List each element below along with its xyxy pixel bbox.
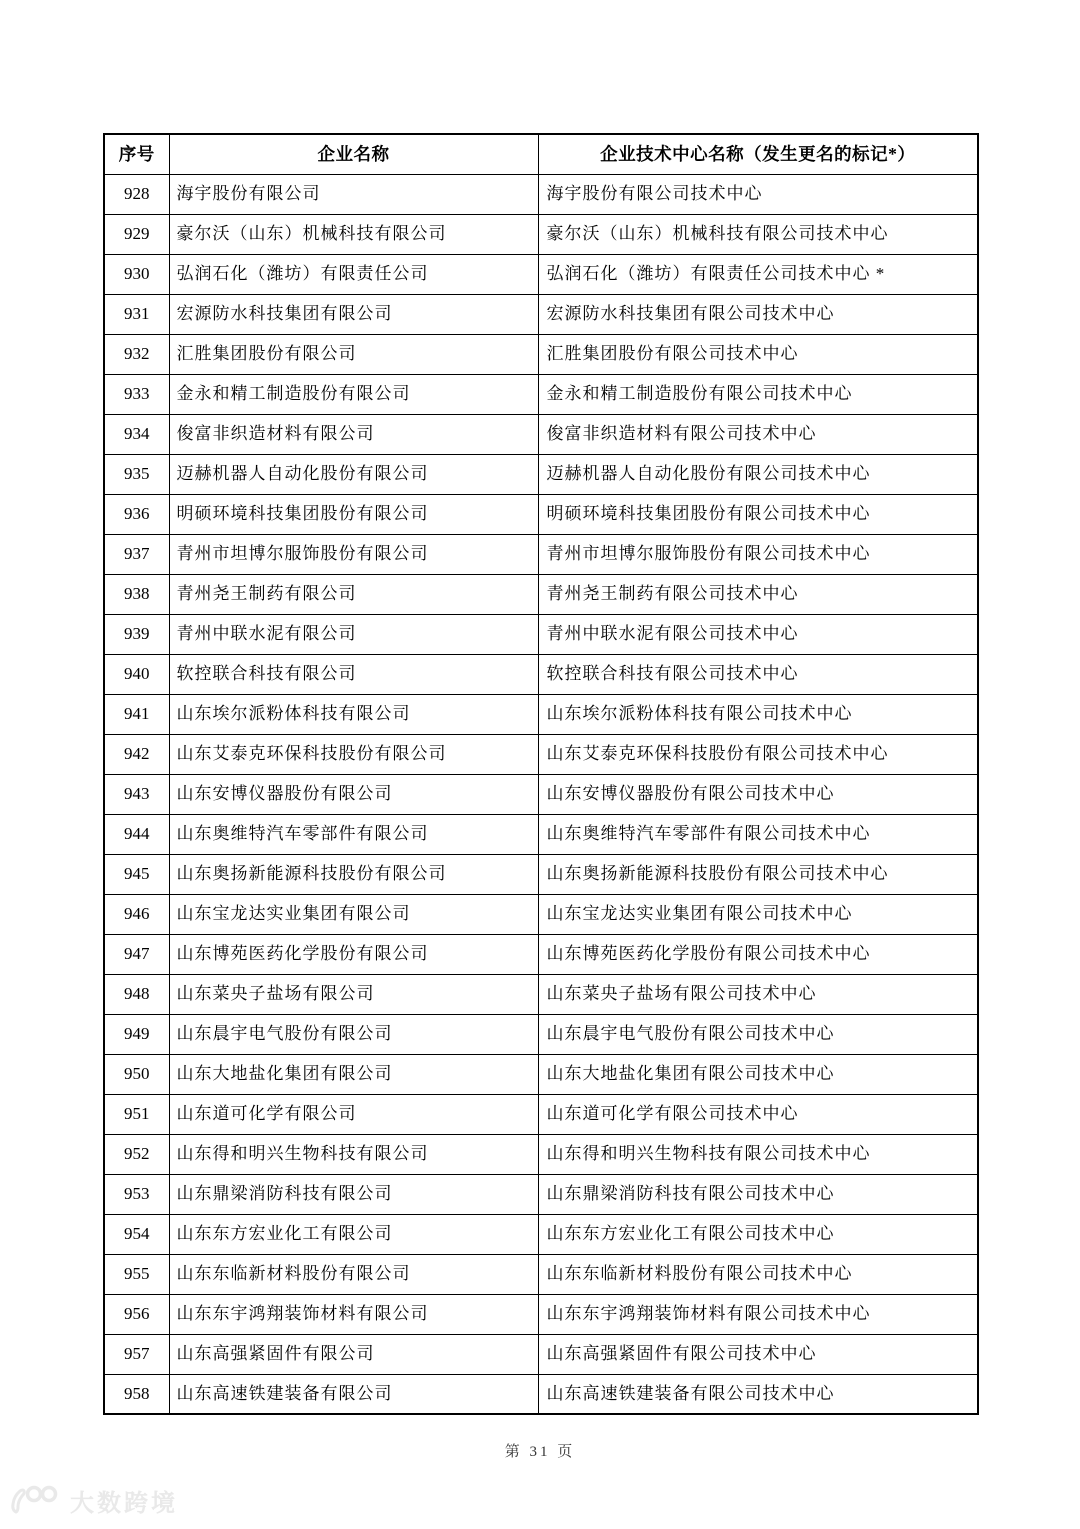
row-company-cell: 青州市坦博尔服饰股份有限公司 — [169, 534, 538, 574]
row-company-cell: 俊富非织造材料有限公司 — [169, 414, 538, 454]
table-row — [104, 774, 978, 814]
row-company-cell: 山东奥维特汽车零部件有限公司 — [169, 814, 538, 854]
row-index-cell: 940 — [104, 654, 169, 694]
row-index-cell: 958 — [104, 1374, 169, 1414]
table-row — [104, 974, 978, 1014]
row-index-cell: 942 — [104, 734, 169, 774]
row-company-cell: 山东东临新材料股份有限公司 — [169, 1254, 538, 1294]
table-row — [104, 534, 978, 574]
table-row — [104, 334, 978, 374]
row-center-cell: 山东东方宏业化工有限公司技术中心 — [538, 1214, 978, 1254]
table-row — [104, 294, 978, 334]
row-index-cell: 928 — [104, 174, 169, 214]
table-row — [104, 1054, 978, 1094]
row-center-cell: 豪尔沃（山东）机械科技有限公司技术中心 — [538, 214, 978, 254]
table-row — [104, 854, 978, 894]
row-company-cell: 山东博苑医药化学股份有限公司 — [169, 934, 538, 974]
row-index-cell: 944 — [104, 814, 169, 854]
row-index-cell: 939 — [104, 614, 169, 654]
watermark-text: 大数跨境 — [70, 1489, 178, 1517]
row-center-cell: 山东奥维特汽车零部件有限公司技术中心 — [538, 814, 978, 854]
table-row — [104, 894, 978, 934]
row-center-cell: 青州尧王制药有限公司技术中心 — [538, 574, 978, 614]
row-company-cell: 山东高速铁建装备有限公司 — [169, 1374, 538, 1414]
table-row — [104, 1174, 978, 1214]
row-company-cell: 青州尧王制药有限公司 — [169, 574, 538, 614]
row-company-cell: 山东高强紧固件有限公司 — [169, 1334, 538, 1374]
row-index-cell: 953 — [104, 1174, 169, 1214]
table-row — [104, 174, 978, 214]
table-row — [104, 374, 978, 414]
row-company-cell: 山东道可化学有限公司 — [169, 1094, 538, 1134]
row-index-cell: 930 — [104, 254, 169, 294]
row-index-cell: 933 — [104, 374, 169, 414]
table-row — [104, 1294, 978, 1334]
row-index-cell: 948 — [104, 974, 169, 1014]
row-company-cell: 山东艾泰克环保科技股份有限公司 — [169, 734, 538, 774]
row-center-cell: 青州中联水泥有限公司技术中心 — [538, 614, 978, 654]
row-index-cell: 932 — [104, 334, 169, 374]
table-row — [104, 1134, 978, 1174]
table-row — [104, 1094, 978, 1134]
row-center-cell: 山东高速铁建装备有限公司技术中心 — [538, 1374, 978, 1414]
row-center-cell: 山东东临新材料股份有限公司技术中心 — [538, 1254, 978, 1294]
page-number: 第 31 页 — [504, 1444, 576, 1460]
row-center-cell: 山东奥扬新能源科技股份有限公司技术中心 — [538, 854, 978, 894]
table-row — [104, 214, 978, 254]
row-center-cell: 山东埃尔派粉体科技有限公司技术中心 — [538, 694, 978, 734]
row-center-cell: 软控联合科技有限公司技术中心 — [538, 654, 978, 694]
row-index-cell: 936 — [104, 494, 169, 534]
row-center-cell: 俊富非织造材料有限公司技术中心 — [538, 414, 978, 454]
row-company-cell: 迈赫机器人自动化股份有限公司 — [169, 454, 538, 494]
row-company-cell: 豪尔沃（山东）机械科技有限公司 — [169, 214, 538, 254]
row-company-cell: 山东埃尔派粉体科技有限公司 — [169, 694, 538, 734]
table-body — [104, 174, 978, 1414]
row-center-cell: 明硕环境科技集团股份有限公司技术中心 — [538, 494, 978, 534]
row-center-cell: 山东博苑医药化学股份有限公司技术中心 — [538, 934, 978, 974]
row-index-cell: 954 — [104, 1214, 169, 1254]
table-row — [104, 254, 978, 294]
row-company-cell: 弘润石化（潍坊）有限责任公司 — [169, 254, 538, 294]
row-company-cell: 汇胜集团股份有限公司 — [169, 334, 538, 374]
row-center-cell: 金永和精工制造股份有限公司技术中心 — [538, 374, 978, 414]
row-company-cell: 明硕环境科技集团股份有限公司 — [169, 494, 538, 534]
row-center-cell: 山东菜央子盐场有限公司技术中心 — [538, 974, 978, 1014]
row-index-cell: 952 — [104, 1134, 169, 1174]
row-company-cell: 山东鼎梁消防科技有限公司 — [169, 1174, 538, 1214]
row-company-cell: 山东奥扬新能源科技股份有限公司 — [169, 854, 538, 894]
row-company-cell: 山东安博仪器股份有限公司 — [169, 774, 538, 814]
row-company-cell: 山东晨宇电气股份有限公司 — [169, 1014, 538, 1054]
col-header-index: 序号 — [104, 134, 169, 174]
table-row — [104, 734, 978, 774]
row-center-cell: 山东艾泰克环保科技股份有限公司技术中心 — [538, 734, 978, 774]
table-row — [104, 654, 978, 694]
col-header-company: 企业名称 — [169, 134, 538, 174]
row-center-cell: 海宇股份有限公司技术中心 — [538, 174, 978, 214]
row-company-cell: 山东大地盐化集团有限公司 — [169, 1054, 538, 1094]
row-center-cell: 山东高强紧固件有限公司技术中心 — [538, 1334, 978, 1374]
table-row — [104, 414, 978, 454]
table-row — [104, 814, 978, 854]
row-company-cell: 山东得和明兴生物科技有限公司 — [169, 1134, 538, 1174]
table-row — [104, 1374, 978, 1414]
col-header-center: 企业技术中心名称（发生更名的标记*） — [538, 134, 978, 174]
row-center-cell: 汇胜集团股份有限公司技术中心 — [538, 334, 978, 374]
row-center-cell: 山东道可化学有限公司技术中心 — [538, 1094, 978, 1134]
row-company-cell: 山东菜央子盐场有限公司 — [169, 974, 538, 1014]
row-company-cell: 软控联合科技有限公司 — [169, 654, 538, 694]
row-index-cell: 938 — [104, 574, 169, 614]
row-center-cell: 山东安博仪器股份有限公司技术中心 — [538, 774, 978, 814]
row-company-cell: 山东东宇鸿翔装饰材料有限公司 — [169, 1294, 538, 1334]
row-center-cell: 山东鼎梁消防科技有限公司技术中心 — [538, 1174, 978, 1214]
row-center-cell: 山东宝龙达实业集团有限公司技术中心 — [538, 894, 978, 934]
table-row — [104, 694, 978, 734]
table-row — [104, 1014, 978, 1054]
row-company-cell: 山东东方宏业化工有限公司 — [169, 1214, 538, 1254]
row-index-cell: 941 — [104, 694, 169, 734]
table-row — [104, 1254, 978, 1294]
row-center-cell: 迈赫机器人自动化股份有限公司技术中心 — [538, 454, 978, 494]
row-center-cell: 山东晨宇电气股份有限公司技术中心 — [538, 1014, 978, 1054]
row-center-cell: 山东大地盐化集团有限公司技术中心 — [538, 1054, 978, 1094]
row-company-cell: 山东宝龙达实业集团有限公司 — [169, 894, 538, 934]
watermark — [8, 1482, 178, 1518]
row-index-cell: 947 — [104, 934, 169, 974]
watermark-100-logo-icon — [8, 1482, 64, 1518]
row-index-cell: 957 — [104, 1334, 169, 1374]
row-index-cell: 951 — [104, 1094, 169, 1134]
row-company-cell: 金永和精工制造股份有限公司 — [169, 374, 538, 414]
row-index-cell: 929 — [104, 214, 169, 254]
table-header — [104, 134, 978, 174]
row-index-cell: 934 — [104, 414, 169, 454]
row-center-cell: 山东东宇鸿翔装饰材料有限公司技术中心 — [538, 1294, 978, 1334]
table-row — [104, 1334, 978, 1374]
row-index-cell: 943 — [104, 774, 169, 814]
table-row — [104, 574, 978, 614]
table-row — [104, 454, 978, 494]
row-center-cell: 山东得和明兴生物科技有限公司技术中心 — [538, 1134, 978, 1174]
row-index-cell: 945 — [104, 854, 169, 894]
row-index-cell: 950 — [104, 1054, 169, 1094]
table-row — [104, 614, 978, 654]
row-company-cell: 青州中联水泥有限公司 — [169, 614, 538, 654]
table-header-row — [104, 134, 978, 174]
row-index-cell: 956 — [104, 1294, 169, 1334]
row-company-cell: 宏源防水科技集团有限公司 — [169, 294, 538, 334]
enterprise-tech-center-table — [103, 133, 979, 1415]
row-center-cell: 弘润石化（潍坊）有限责任公司技术中心 * — [538, 254, 978, 294]
row-center-cell: 青州市坦博尔服饰股份有限公司技术中心 — [538, 534, 978, 574]
row-index-cell: 937 — [104, 534, 169, 574]
table-row — [104, 1214, 978, 1254]
row-index-cell: 949 — [104, 1014, 169, 1054]
row-index-cell: 935 — [104, 454, 169, 494]
table-row — [104, 934, 978, 974]
row-index-cell: 931 — [104, 294, 169, 334]
table-row — [104, 494, 978, 534]
row-index-cell: 946 — [104, 894, 169, 934]
row-center-cell: 宏源防水科技集团有限公司技术中心 — [538, 294, 978, 334]
row-index-cell: 955 — [104, 1254, 169, 1294]
row-company-cell: 海宇股份有限公司 — [169, 174, 538, 214]
